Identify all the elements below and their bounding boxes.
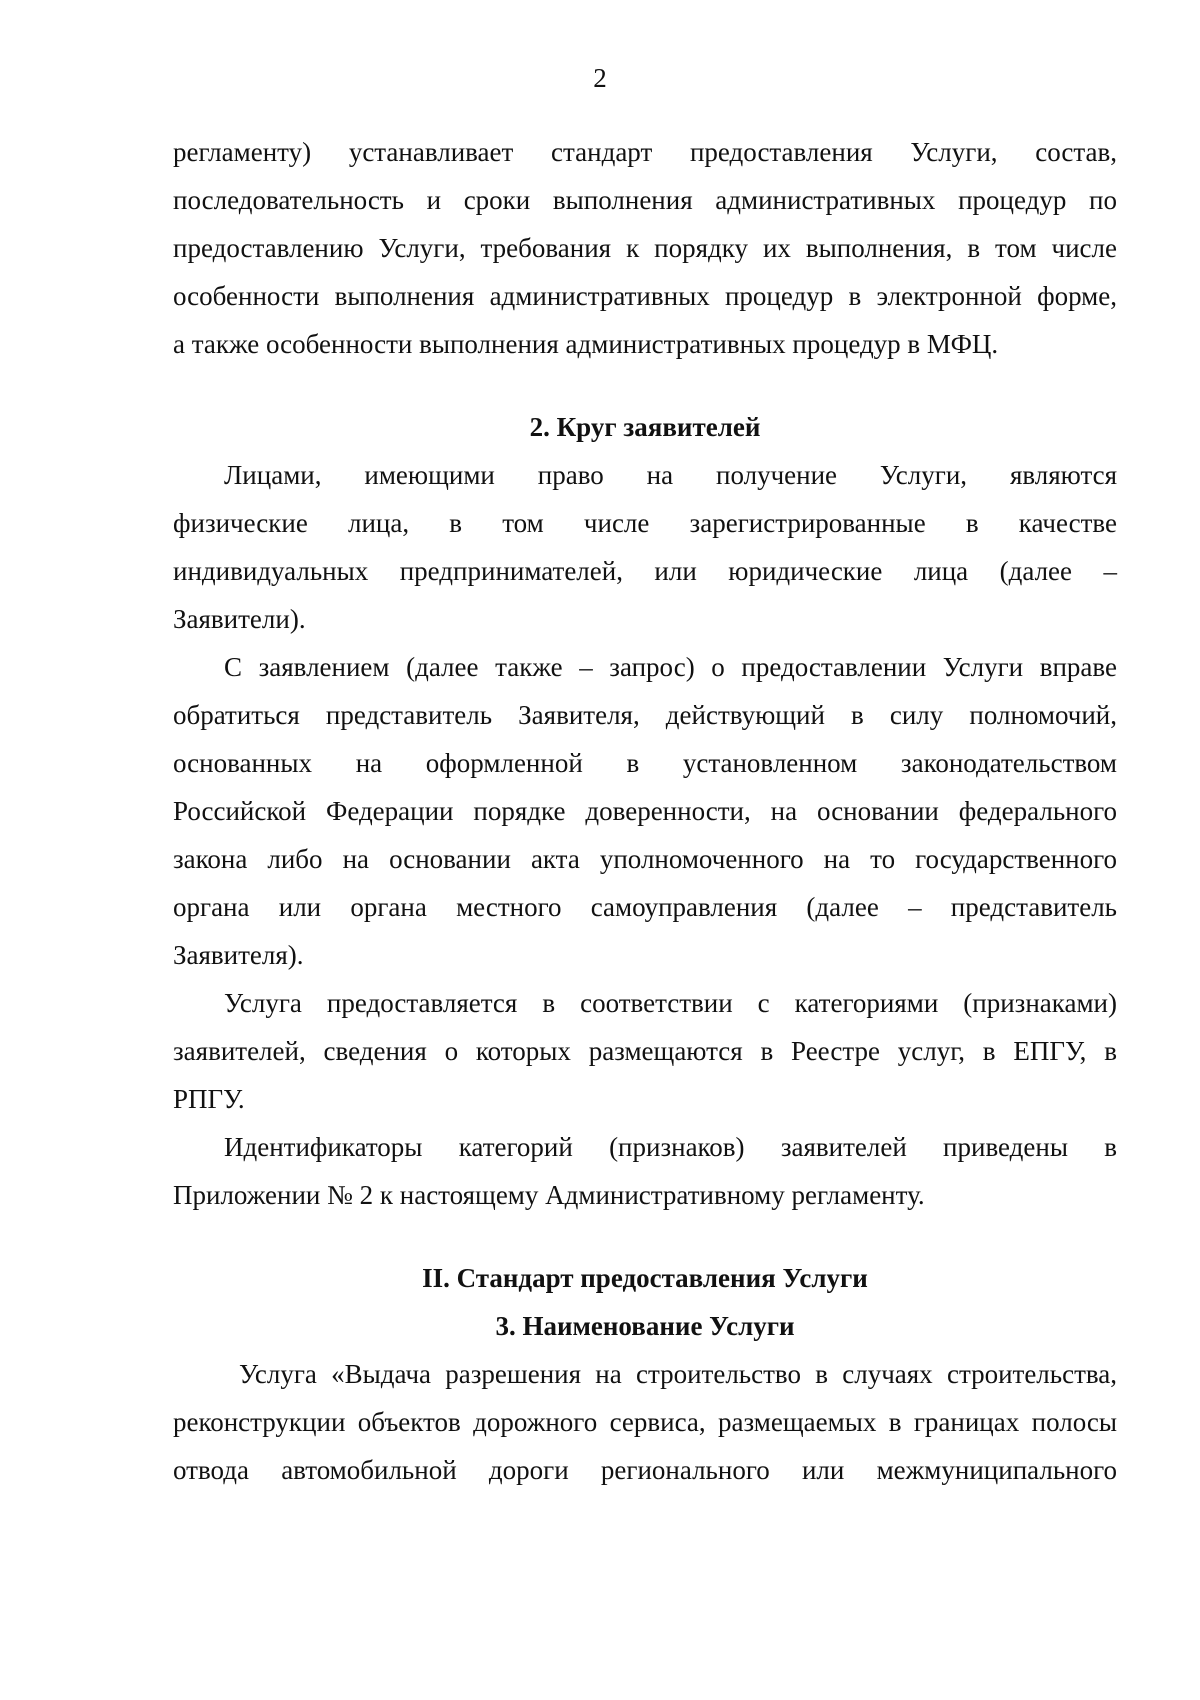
text-line: реконструкции объектов дорожного сервиса, размещаемых в границах полосы: [173, 1407, 1117, 1437]
text-line: Идентификаторы категорий (признаков) заявителей приведены в: [224, 1132, 1117, 1162]
text-line: последовательность и сроки выполнения административных процедур по: [173, 185, 1117, 215]
text-line: органа или органа местного самоуправления (далее – представитель: [173, 892, 1117, 922]
paragraph-identifiers: [173, 1123, 1117, 1219]
text-line: основанных на оформленной в установленном законодательством: [173, 748, 1117, 778]
page-number: 2: [593, 63, 607, 93]
paragraph-scope-continuation: [173, 128, 1117, 368]
text-line: предоставлению Услуги, требования к порядку их выполнения, в том числе: [173, 233, 1117, 263]
text-line: Услуга предоставляется в соответствии с категориями (признаками): [224, 988, 1117, 1018]
text-line: Приложении № 2 к настоящему Административному регламенту.: [173, 1180, 925, 1210]
document-body: [173, 128, 1117, 1494]
text-line: Заявителя).: [173, 940, 304, 970]
text-line: отвода автомобильной дороги регионального или межмуниципального: [173, 1455, 1117, 1485]
text-line: регламенту) устанавливает стандарт предоставления Услуги, состав,: [173, 137, 1117, 167]
text-line: обратиться представитель Заявителя, действующий в силу полномочий,: [173, 700, 1117, 730]
paragraph-categories: [173, 979, 1117, 1123]
text-line: а также особенности выполнения административных процедур в МФЦ.: [173, 329, 999, 359]
text-line: Российской Федерации порядке доверенности, на основании федерального: [173, 796, 1117, 826]
text-line: особенности выполнения административных процедур в электронной форме,: [173, 281, 1117, 311]
text-line: заявителей, сведения о которых размещаются в Реестре услуг, в ЕПГУ, в: [173, 1036, 1117, 1066]
text-line: С заявлением (далее также – запрос) о предоставлении Услуги вправе: [224, 652, 1117, 682]
section-heading-service-name: 3. Наименование Услуги: [495, 1311, 795, 1341]
paragraph-service-name: [173, 1350, 1117, 1494]
paragraph-applicants: [173, 451, 1117, 643]
section-heading-applicants: 2. Круг заявителей: [529, 412, 761, 442]
section-heading-standard: II. Стандарт предоставления Услуги: [422, 1263, 868, 1293]
text-line: индивидуальных предпринимателей, или юридические лица (далее –: [173, 556, 1117, 586]
text-line: физические лица, в том числе зарегистрированные в качестве: [173, 508, 1117, 538]
text-line: РПГУ.: [173, 1084, 245, 1114]
text-line: закона либо на основании акта уполномоченного на то государственного: [173, 844, 1117, 874]
text-line: Заявители).: [173, 604, 306, 634]
paragraph-representative: [173, 643, 1117, 979]
text-line: Услуга «Выдача разрешения на строительство в случаях строительства,: [239, 1359, 1117, 1389]
text-line: Лицами, имеющими право на получение Услуги, являются: [224, 460, 1117, 490]
